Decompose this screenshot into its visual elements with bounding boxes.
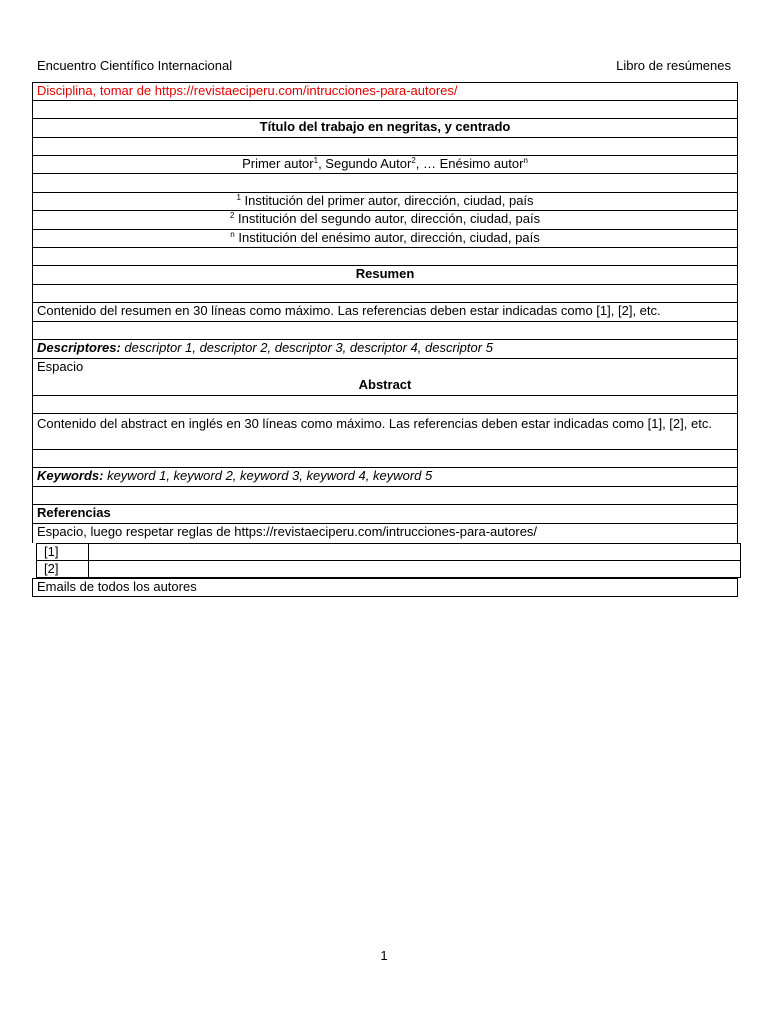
resumen-heading: Resumen bbox=[355, 266, 415, 281]
espacio-text: Espacio bbox=[37, 359, 84, 374]
institution-row-2 bbox=[32, 211, 738, 230]
abstract-heading: Abstract bbox=[358, 377, 412, 392]
referencias-note-row bbox=[32, 524, 738, 543]
institution-3-text: Institución del enésimo autor, dirección, ciudad, país bbox=[234, 230, 540, 245]
discipline-row bbox=[32, 83, 738, 101]
keywords-row bbox=[32, 468, 738, 487]
institution-row-1 bbox=[32, 193, 738, 211]
institution-1-sup: 1 bbox=[236, 193, 241, 202]
blank-row bbox=[32, 101, 738, 119]
blank-row bbox=[32, 285, 738, 303]
resumen-content-row bbox=[32, 303, 738, 322]
reference-number: [2] bbox=[37, 561, 89, 577]
emails-row bbox=[32, 578, 738, 597]
header-event-title: Encuentro Científico Internacional bbox=[37, 58, 233, 73]
abstract-content-row bbox=[32, 414, 738, 450]
reference-number: [1] bbox=[37, 544, 89, 560]
reference-row bbox=[36, 561, 741, 578]
nth-author: , … Enésimo autor bbox=[415, 156, 524, 171]
institution-2-sup: 2 bbox=[229, 211, 235, 220]
blank-row bbox=[32, 248, 738, 266]
first-author: Primer autor bbox=[242, 156, 314, 171]
second-author: , Segundo Autor bbox=[318, 156, 412, 171]
abstract-form-table bbox=[32, 82, 738, 597]
blank-row bbox=[32, 322, 738, 340]
institution-3-sup: n bbox=[230, 230, 235, 239]
page-number: 1 bbox=[380, 948, 388, 963]
paper-title: Título del trabajo en negritas, y centrado bbox=[259, 119, 511, 134]
espacio-row bbox=[32, 359, 738, 377]
emails-text: Emails de todos los autores bbox=[37, 579, 197, 594]
referencias-heading: Referencias bbox=[37, 505, 111, 520]
descriptores-list: descriptor 1, descriptor 2, descriptor 3, descriptor 4, descriptor 5 bbox=[120, 340, 493, 355]
descriptores-label: Descriptores: bbox=[37, 340, 121, 355]
blank-row bbox=[32, 174, 738, 193]
blank-row bbox=[32, 396, 738, 414]
discipline-text: Disciplina, tomar de https://revistaeciperu.com/intrucciones-para-autores/ bbox=[37, 83, 458, 98]
blank-row bbox=[32, 138, 738, 156]
descriptores-row bbox=[32, 340, 738, 359]
page-header bbox=[37, 58, 731, 76]
title-row bbox=[32, 119, 738, 138]
referencias-heading-row bbox=[32, 505, 738, 524]
resumen-content: Contenido del resumen en 30 líneas como máximo. Las referencias deben estar indicadas como [1], [2], etc. bbox=[37, 303, 661, 318]
blank-row bbox=[32, 487, 738, 505]
first-author-sup: 1 bbox=[313, 156, 319, 165]
nth-author-sup: n bbox=[523, 156, 528, 165]
referencias-note: Espacio, luego respetar reglas de https://revistaeciperu.com/intrucciones-para-autores/ bbox=[37, 524, 538, 539]
abstract-content: Contenido del abstract en inglés en 30 líneas como máximo. Las referencias deben estar indicadas como [1], [2], etc. bbox=[37, 416, 712, 431]
institution-1-text: Institución del primer autor, dirección, ciudad, país bbox=[240, 193, 534, 208]
blank-row bbox=[32, 450, 738, 468]
keywords-label: Keywords: bbox=[37, 468, 104, 483]
reference-row bbox=[36, 544, 741, 561]
reference-text bbox=[89, 561, 740, 577]
keywords-list: keyword 1, keyword 2, keyword 3, keyword 4, keyword 5 bbox=[103, 468, 433, 483]
resumen-heading-row bbox=[32, 266, 738, 285]
reference-text bbox=[89, 544, 740, 560]
references-table bbox=[36, 543, 741, 578]
institution-2-text: Institución del segundo autor, dirección, ciudad, país bbox=[234, 211, 541, 226]
header-book-title: Libro de resúmenes bbox=[616, 58, 731, 73]
institution-row-3 bbox=[32, 230, 738, 248]
abstract-heading-row bbox=[32, 377, 738, 396]
second-author-sup: 2 bbox=[411, 156, 416, 165]
authors-row bbox=[32, 156, 738, 174]
